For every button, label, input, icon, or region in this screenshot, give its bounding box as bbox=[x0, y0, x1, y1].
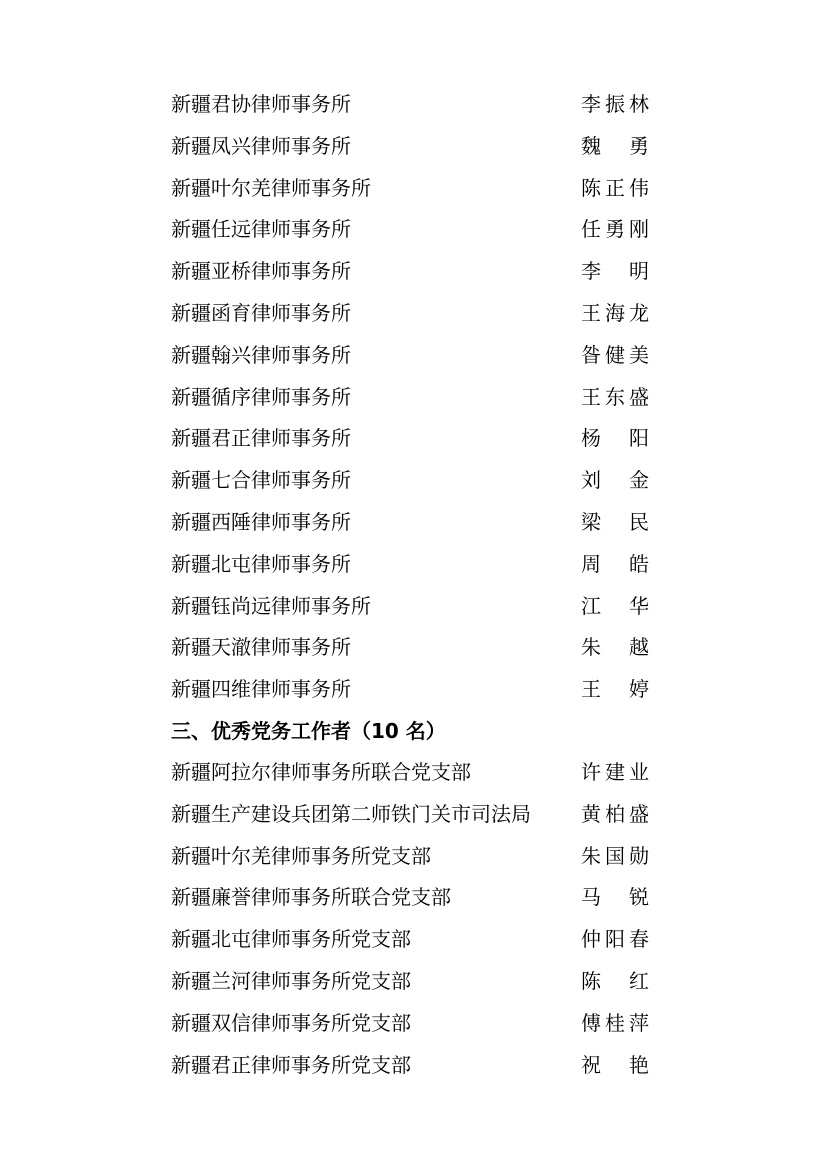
list-item bbox=[171, 877, 651, 919]
person-name: 朱越 bbox=[581, 635, 649, 660]
person-name: 朱国勋 bbox=[581, 843, 649, 868]
list-item bbox=[171, 544, 651, 586]
organization-name: 新疆天澈律师事务所 bbox=[171, 635, 351, 660]
organization-name: 新疆北屯律师事务所 bbox=[171, 551, 351, 576]
person-name: 黄柏盛 bbox=[581, 801, 649, 826]
organization-name: 新疆北屯律师事务所党支部 bbox=[171, 927, 411, 952]
person-name: 王海龙 bbox=[581, 300, 649, 325]
person-name: 任勇刚 bbox=[581, 217, 649, 242]
organization-name: 新疆翰兴律师事务所 bbox=[171, 342, 351, 367]
list-item bbox=[171, 919, 651, 961]
person-name: 李振林 bbox=[581, 92, 649, 116]
list-item bbox=[171, 335, 651, 377]
person-name: 王婷 bbox=[581, 677, 649, 702]
list-item bbox=[171, 209, 651, 251]
organization-name: 新疆君正律师事务所 bbox=[171, 426, 351, 451]
organization-name: 新疆循序律师事务所 bbox=[171, 384, 351, 409]
organization-name: 新疆西陲律师事务所 bbox=[171, 509, 351, 534]
list-item bbox=[171, 126, 651, 168]
list-item bbox=[171, 794, 651, 836]
person-name: 仲阳春 bbox=[581, 927, 649, 952]
list-item bbox=[171, 1045, 651, 1087]
organization-name: 新疆廉誉律师事务所联合党支部 bbox=[171, 885, 451, 910]
list-item bbox=[171, 251, 651, 293]
person-name: 陈红 bbox=[581, 968, 649, 993]
person-name: 李明 bbox=[581, 259, 649, 284]
person-name: 周皓 bbox=[581, 551, 649, 576]
organization-name: 新疆叶尔羌律师事务所 bbox=[171, 175, 371, 200]
person-name: 傅桂萍 bbox=[581, 1010, 649, 1035]
list-item bbox=[171, 293, 651, 335]
person-name: 祝艳 bbox=[581, 1052, 649, 1077]
organization-name: 新疆阿拉尔律师事务所联合党支部 bbox=[171, 760, 471, 784]
list-item bbox=[171, 460, 651, 502]
organization-name: 新疆函育律师事务所 bbox=[171, 300, 351, 325]
list-item bbox=[171, 627, 651, 669]
person-name: 杨阳 bbox=[581, 426, 649, 451]
party-worker-list bbox=[171, 752, 651, 1086]
honoree-list bbox=[171, 84, 651, 711]
list-item bbox=[171, 84, 651, 126]
person-name: 马锐 bbox=[581, 885, 649, 910]
list-item bbox=[171, 669, 651, 711]
organization-name: 新疆亚桥律师事务所 bbox=[171, 259, 351, 284]
organization-name: 新疆生产建设兵团第二师铁门关市司法局 bbox=[171, 801, 531, 826]
person-name: 魏勇 bbox=[581, 133, 649, 158]
list-item bbox=[171, 586, 651, 628]
list-item bbox=[171, 1003, 651, 1045]
list-item bbox=[171, 168, 651, 210]
person-name: 王东盛 bbox=[581, 384, 649, 409]
person-name: 刘金 bbox=[581, 468, 649, 493]
list-item bbox=[171, 502, 651, 544]
list-item bbox=[171, 752, 651, 794]
person-name: 江华 bbox=[581, 593, 649, 618]
person-name: 昝健美 bbox=[581, 342, 649, 367]
list-item bbox=[171, 836, 651, 878]
person-name: 陈正伟 bbox=[581, 175, 649, 200]
organization-name: 新疆钰尚远律师事务所 bbox=[171, 593, 371, 618]
organization-name: 新疆叶尔羌律师事务所党支部 bbox=[171, 843, 431, 868]
organization-name: 新疆君正律师事务所党支部 bbox=[171, 1052, 411, 1077]
organization-name: 新疆兰河律师事务所党支部 bbox=[171, 968, 411, 993]
person-name: 许建业 bbox=[581, 760, 649, 784]
organization-name: 新疆四维律师事务所 bbox=[171, 677, 351, 702]
person-name: 梁民 bbox=[581, 509, 649, 534]
section-heading: 三、优秀党务工作者（10 名） bbox=[171, 719, 446, 743]
list-item bbox=[171, 418, 651, 460]
organization-name: 新疆七合律师事务所 bbox=[171, 468, 351, 493]
organization-name: 新疆任远律师事务所 bbox=[171, 217, 351, 242]
organization-name: 新疆凤兴律师事务所 bbox=[171, 133, 351, 158]
organization-name: 新疆双信律师事务所党支部 bbox=[171, 1010, 411, 1035]
list-item bbox=[171, 377, 651, 419]
list-item bbox=[171, 961, 651, 1003]
organization-name: 新疆君协律师事务所 bbox=[171, 92, 351, 116]
